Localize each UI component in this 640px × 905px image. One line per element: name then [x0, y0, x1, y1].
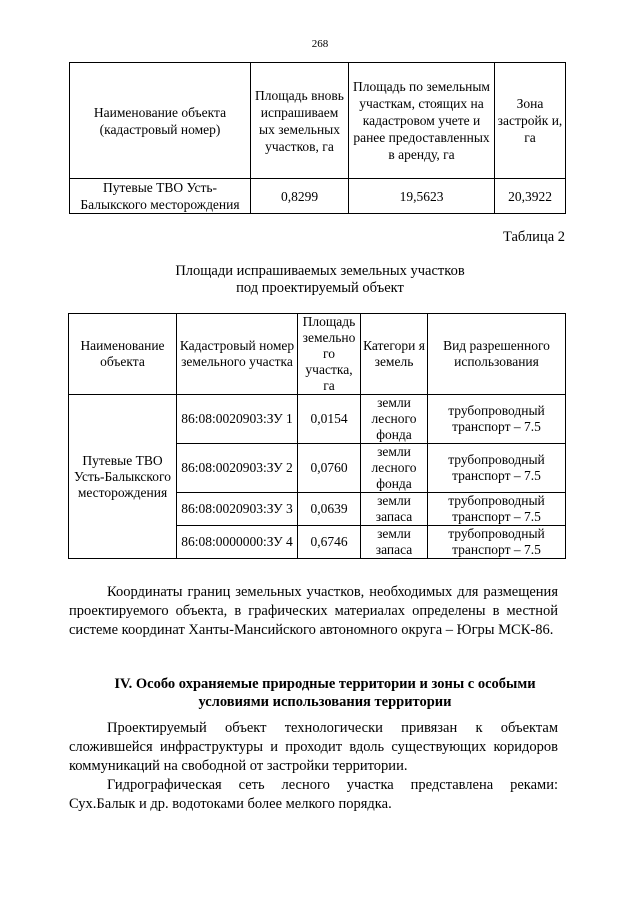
table-land-plots	[68, 313, 566, 559]
table-row	[69, 395, 566, 444]
header-zone: Зона застройк и, га	[495, 63, 566, 179]
cell-area: 0,0760	[298, 444, 361, 493]
cell-category: земли запаса	[361, 526, 428, 559]
cell-object-name: Путевые ТВО Усть-Балыкского месторождения	[69, 395, 177, 559]
cell-registered-area: 19,5623	[349, 179, 495, 214]
header-object: Наименование объекта	[69, 314, 177, 395]
section-heading: IV. Особо охраняемые природные территории и зоны с особыми условиями использования территории	[114, 676, 536, 710]
paragraph-text: Координаты границ земельных участков, необходимых для размещения проектируемого объекта, в графических материалах определены в местной системе координат Ханты-Мансийского автономного округа – Югры МСК-86.	[69, 584, 558, 638]
header-new-area: Площадь вновь испрашиваем ых земельных участков, га	[251, 63, 349, 179]
table-title-line-1: Площади испрашиваемых земельных участков	[175, 263, 465, 279]
header-category: Категори я земель	[361, 314, 428, 395]
cell-permitted-use: трубопроводный транспорт – 7.5	[428, 493, 566, 526]
cell-cadastral: 86:08:0020903:ЗУ 3	[177, 493, 298, 526]
cell-cadastral: 86:08:0020903:ЗУ 1	[177, 395, 298, 444]
table-header-row	[69, 314, 566, 395]
header-permitted-use: Вид разрешенного использования	[428, 314, 566, 395]
header-object-name: Наименование объекта (кадастровый номер)	[70, 63, 251, 179]
table-label: Таблица 2	[502, 229, 565, 245]
cell-category: земли запаса	[361, 493, 428, 526]
body-paragraphs	[69, 719, 558, 814]
cell-area: 0,6746	[298, 526, 361, 559]
cell-zone: 20,3922	[495, 179, 566, 214]
cell-cadastral: 86:08:0000000:ЗУ 4	[177, 526, 298, 559]
table-title-line-2: под проектируемый объект	[236, 280, 404, 296]
cell-permitted-use: трубопроводный транспорт – 7.5	[428, 395, 566, 444]
cell-cadastral: 86:08:0020903:ЗУ 2	[177, 444, 298, 493]
cell-area: 0,0154	[298, 395, 361, 444]
coordinates-paragraph	[69, 583, 558, 640]
header-area: Площадь земельно го участка, га	[298, 314, 361, 395]
cell-permitted-use: трубопроводный транспорт – 7.5	[428, 444, 566, 493]
cell-category: земли лесного фонда	[361, 444, 428, 493]
infrastructure-paragraph: Проектируемый объект технологически привязан к объектам сложившейся инфраструктуры и проходит вдоль существующих коридоров коммуникаций на свободной от застройки территории.	[69, 720, 558, 774]
cell-area: 0,0639	[298, 493, 361, 526]
header-cadastral: Кадастровый номер земельного участка	[177, 314, 298, 395]
table-header-row	[70, 63, 566, 179]
table-row	[70, 179, 566, 214]
hydrography-paragraph: Гидрографическая сеть лесного участка представлена реками: Сух.Балык и др. водотоками более мелкого порядка.	[69, 777, 558, 812]
page-number: 268	[311, 38, 329, 50]
header-registered-area: Площадь по земельным участкам, стоящих на кадастровом учете и ранее предоставленных в аренду, га	[349, 63, 495, 179]
cell-category: земли лесного фонда	[361, 395, 428, 444]
table-title	[0, 263, 640, 297]
table-zone-areas	[69, 62, 566, 214]
cell-object-name: Путевые ТВО Усть-Балыкского месторождения	[70, 179, 251, 214]
cell-new-area: 0,8299	[251, 179, 349, 214]
cell-permitted-use: трубопроводный транспорт – 7.5	[428, 526, 566, 559]
